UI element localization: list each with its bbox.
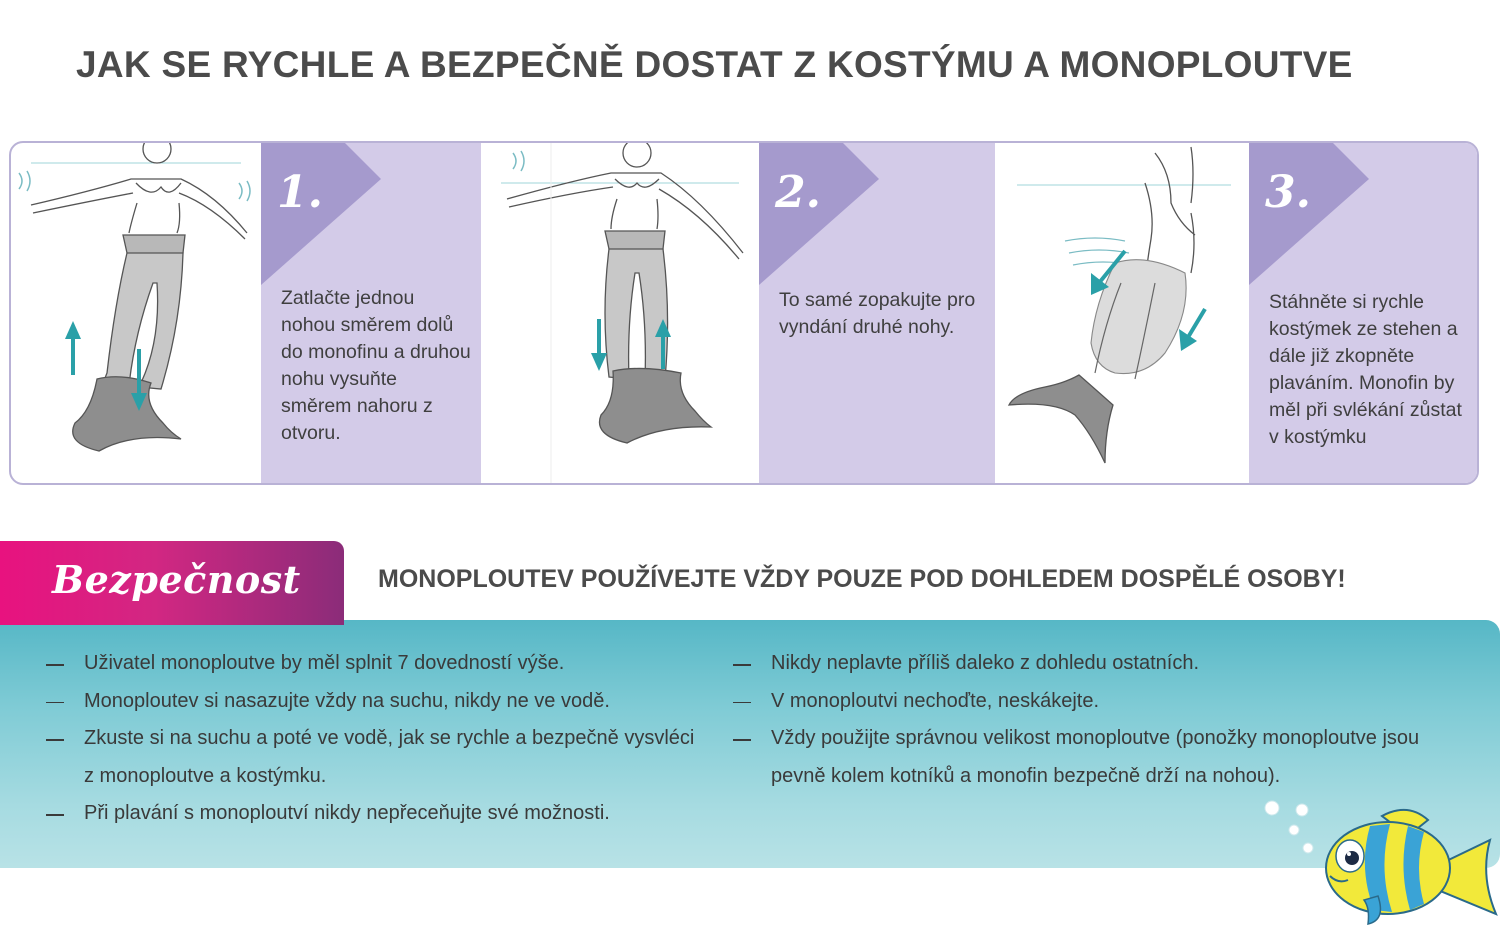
step-2-text: To samé zopakujte pro vyndání druhé nohy. bbox=[779, 289, 976, 338]
list-item: Zkuste si na suchu a poté ve vodě, jak se rychle a bezpečně vysvléci z monoploutve a kostýmku. bbox=[46, 720, 706, 795]
safety-headline: MONOPLOUTEV POUŽÍVEJTE VŽDY POUZE POD DOHLEDEM DOSPĚLÉ OSOBY! bbox=[378, 565, 1346, 593]
bubbles-icon bbox=[1265, 801, 1313, 853]
mermaid-step-2-illustration bbox=[481, 143, 759, 483]
step-2-panel bbox=[759, 143, 995, 483]
safety-tab bbox=[0, 541, 344, 625]
list-item: Vždy použijte správnou velikost monoploutve (ponožky monoploutve jsou pevně kolem kotníků a monofin bezpečně drží na nohou). bbox=[733, 720, 1473, 795]
safety-tab-label: Bezpečnost bbox=[52, 557, 301, 602]
mermaid-step-3-illustration bbox=[995, 143, 1249, 483]
step-3-text: Stáhněte si rychle kostýmek ze stehen a dále již zkopněte plaváním. Monofin by měl při svlékání zůstat v kostýmku bbox=[1269, 291, 1462, 448]
page-title: JAK SE RYCHLE A BEZPEČNĚ DOSTAT Z KOSTÝMU A MONOPLOUTVE bbox=[76, 44, 1353, 85]
steps-frame bbox=[9, 141, 1479, 485]
step-3-panel bbox=[1249, 143, 1479, 483]
list-item: V monoploutvi nechoďte, neskákejte. bbox=[733, 683, 1473, 721]
step-1-text: Zatlačte jednou nohou směrem dolů do monofinu a druhou nohu vysuňte směrem nahoru z otvoru. bbox=[281, 287, 471, 444]
list-item: Nikdy neplavte příliš daleko z dohledu ostatních. bbox=[733, 645, 1473, 683]
list-item: Při plavání s monoploutví nikdy nepřeceňujte své možnosti. bbox=[46, 795, 706, 833]
step-1-number: 1. bbox=[277, 167, 323, 218]
list-item: Uživatel monoploutve by měl splnit 7 dovedností výše. bbox=[46, 645, 706, 683]
step-1-panel bbox=[261, 143, 481, 483]
mermaid-step-1-illustration bbox=[11, 143, 261, 483]
safety-rules-right bbox=[733, 645, 1473, 795]
step-3-number: 3. bbox=[1265, 167, 1311, 218]
fish-icon bbox=[1258, 796, 1500, 929]
list-item: Monoploutev si nasazujte vždy na suchu, nikdy ne ve vodě. bbox=[46, 683, 706, 721]
safety-rules-left bbox=[46, 645, 706, 833]
step-2-number: 2. bbox=[775, 167, 821, 218]
